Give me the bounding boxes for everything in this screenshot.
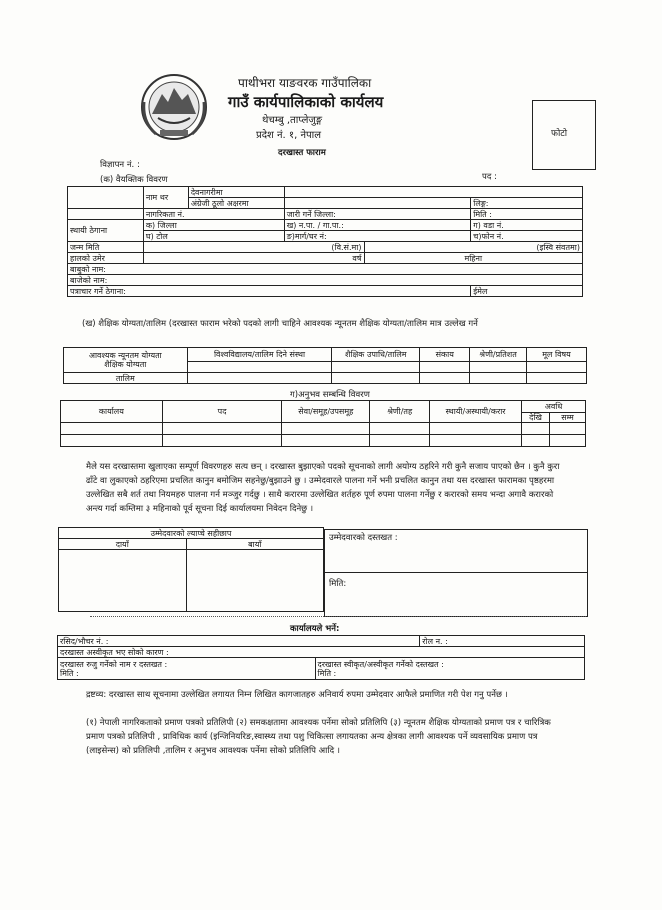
nepal-emblem-logo: [138, 72, 210, 142]
personal-details-table: [67, 186, 583, 297]
notice-number: विज्ञापन नं. :: [100, 160, 140, 170]
training-label: तालिम: [64, 373, 188, 384]
university-header: विश्वविद्यालय/तालिम दिने संस्था: [187, 348, 332, 362]
left-thumb-label: बायाँ: [186, 539, 323, 550]
thumbprint-title: उम्मेदवारको ल्याप्चे सहीछाप: [59, 528, 324, 539]
road-label: ङ)मार्ग/घर नं:: [284, 231, 471, 242]
devanagari-label: देवनागरीमा: [188, 187, 284, 198]
email-label: ईमेल: [471, 286, 583, 297]
receipt-number-label: रसिद/भौचर नं. :: [58, 636, 420, 647]
office-use-title: कार्यालयले भर्ने:: [290, 624, 340, 634]
documents-list: (१) नेपाली नागरिकताको प्रमाण पत्रको प्रतिलिपी (२) समकक्षतामा आवश्यक पर्नेमा सोको प्रतिलिपि (३) न्यूनतम शैक्षिक योग्यताको प्रमाण पत्र र चारित्रिक प्रमाण पत्रको प्रतिलिपी , प्राविधिक कार्य (इन्जिनियरिङ,स्वास्थ्य तथा पशु चिकित्सा लगायतका अन्य क्षेत्रका लागी आवश्यक पर्ने व्यवसायिक प्रमाण पत्र (लाइसेन्स) को प्रतिलिपी ,तालिम र अनुभव आवश्यक पर्नेमा सोको प्रतिलिपि आदि ।: [86, 718, 551, 756]
type-header: स्थायी/अस्थायी/करार: [430, 401, 522, 423]
phone-label: च)फोन नं.: [471, 231, 583, 242]
level-header: श्रेणी/तह: [370, 401, 430, 423]
english-input[interactable]: [284, 198, 471, 209]
district-label: क) जिल्ला: [143, 220, 284, 231]
photo-label: फोटो: [551, 129, 568, 139]
division-header: श्रेणी/प्रतिशत: [470, 348, 527, 362]
min-qualification-label: आवश्यक न्यूनतम योग्यता: [88, 351, 162, 360]
left-thumb-box[interactable]: [186, 550, 323, 612]
checker-date-label: मिति :: [60, 668, 79, 678]
municipality-name: पाथीभरा याङवरक गाउँपालिका: [238, 76, 372, 90]
municipality-label: ख) न.पा. / गा.पा.:: [284, 220, 471, 231]
citizenship-label: नागरिकता नं.: [143, 209, 284, 220]
degree-header: शैक्षिक उपाधि/तालिम: [332, 348, 420, 362]
dob-label: जन्म मिति: [68, 242, 144, 253]
post-header: पद: [162, 401, 282, 423]
dob-ad-label: (इस्वि संवतमा): [364, 242, 583, 253]
approver-date-label: मिति :: [317, 668, 337, 678]
faculty-header: संकाय: [420, 348, 470, 362]
province: प्रदेश नं. १, नेपाल: [256, 130, 322, 141]
dob-bs-label: (वि.सं.मा): [143, 242, 364, 253]
reject-reason-label: दरखास्त अस्वीकृत भए सोको कारण :: [58, 647, 585, 658]
tole-label: घ) टोल: [143, 231, 284, 242]
grandfather-name-label: बाजेको नाम:: [68, 275, 583, 286]
age-year-label: वर्ष: [143, 253, 364, 264]
gender-label: लिङ्ग:: [471, 198, 583, 209]
office-title: गाउँ कार्यपालिकाको कार्यलय: [228, 93, 384, 111]
signature-box[interactable]: [324, 529, 588, 617]
edu-qualification-label: शैक्षिक योग्यता: [104, 360, 147, 369]
approver-label: दरखास्त स्वीकृत/अस्वीकृत गर्नेको दस्तखत :: [317, 659, 444, 669]
photo-box: [532, 100, 596, 170]
thumbprint-table: [58, 527, 324, 612]
experience-table: [60, 400, 586, 447]
father-name-label: बाबुको नाम:: [68, 264, 583, 275]
form-title: दरखास्त फाराम: [278, 148, 326, 158]
service-header: सेवा/समूह/उपसमूह: [282, 401, 370, 423]
section-personal-title: (क) वैयक्तिक विवरण: [100, 175, 168, 185]
permanent-address-label: स्थायी ठेगाना: [68, 220, 144, 242]
roll-number-label: रोल न. :: [420, 636, 585, 647]
right-thumb-label: दायाँ: [59, 539, 187, 550]
mailing-address-label: पत्राचार गर्ने ठेगाना:: [68, 286, 471, 297]
devanagari-input[interactable]: [284, 187, 582, 198]
from-header: देखि: [522, 413, 550, 423]
name-label: नाम थर: [143, 187, 188, 209]
major-header: मूल विषय: [527, 348, 587, 362]
office-address: थेचम्बु ,ताप्लेजुङ्ग: [262, 115, 323, 126]
signature-label: उम्मेदवारको दस्तखत :: [329, 533, 398, 543]
to-header: सम्म: [550, 413, 586, 423]
signature-date-label: मिति:: [329, 579, 347, 589]
ward-label: ग) वडा नं.: [471, 220, 583, 231]
issued-district-label: जारी गर्ने जिल्ला:: [284, 209, 471, 220]
period-header: अवधि: [522, 401, 586, 413]
english-label: अंग्रेजी ठूलो अक्षरमा: [188, 198, 284, 209]
education-intro: (ख) शैक्षिक योग्यता/तालिम (दरखास्त फाराम भरेको पदको लागी चाहिने आवश्यक न्यूनतम शैक्षिक योग्यता/तालिम मात्र उल्लेख गर्ने: [82, 319, 478, 329]
checker-label: दरखास्त रुजु गर्नेको नाम र दस्तखत :: [60, 659, 168, 669]
divider: [90, 616, 586, 617]
education-table: [63, 347, 587, 384]
office-header: कार्यालय: [61, 401, 163, 423]
right-thumb-box[interactable]: [59, 550, 187, 612]
age-label: हालको उमेर: [68, 253, 144, 264]
office-use-table: [57, 635, 585, 680]
experience-title: ग)अनुभव सम्बन्धि विवरण: [290, 390, 370, 400]
post-label: पद :: [482, 172, 497, 182]
note-text: द्रष्टव्य: दरखास्त साथ सूचनामा उल्लेखित लगायत निम्न लिखित कागजातहरु अनिवार्य रुपमा उम्मेदवार आफैले प्रमाणित गरी पेश गनु पर्नेछ ।: [86, 690, 508, 700]
age-month-label: महिना: [364, 253, 583, 264]
issue-date-label: मिति :: [471, 209, 583, 220]
declaration-text: मैले यस दरखास्तमा खुलाएका सम्पूर्ण विवरणहरु सत्य छन् । दरखास्त बुझाएको पदको सूचनाको लागी अयोग्य ठहरिने गरी कुनै सजाय पाएको छैन । कुनै कुरा ढाँटे वा लुकाएको ठहरिएमा प्रचलित कानुन बमोजिम सहनेछु/बुझाउने छु । उम्मेदवारले पालना गर्ने भनी प्रचलित कानुन तथा यस दरखास्त फारामका पृष्ठहरमा उल्लेखित सबै शर्त तथा नियमहरु पालना गर्न मञ्जुर गर्दछु । साथै करारमा उल्लेखित शर्तहरु पूर्ण रुपमा पालना गर्नेछु र करारको समय भन्दा अगावै करारको अन्त्य गर्दा कम्तिमा ३ महिनाको पूर्व सूचना दिई कार्यालयमा निवेदन दिनेछु ।: [86, 462, 560, 514]
